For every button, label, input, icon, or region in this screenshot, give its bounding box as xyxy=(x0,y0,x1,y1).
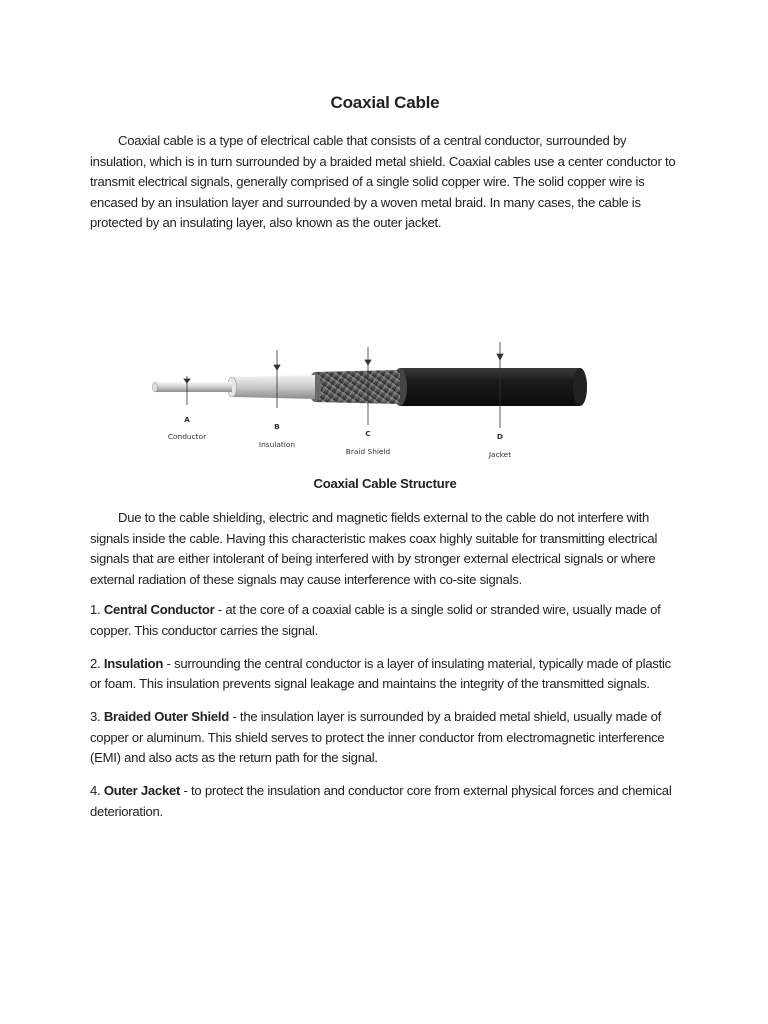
list-item xyxy=(90,600,680,641)
list-term: Outer Jacket xyxy=(103,783,181,798)
label-conductor: Conductor xyxy=(167,432,207,441)
list-term: Insulation xyxy=(103,655,164,671)
braid-layer xyxy=(315,370,400,404)
conductor-layer xyxy=(155,382,232,392)
intro-paragraph: Coaxial cable is a type of electrical cable that consists of a central conductor, surrounded by insulation, which is in turn surrounded by a braided metal shield. Coaxial cables use a center conductor to transmit electrical signals, generally comprised of a single solid copper wire. The solid copper wire is encased by an insulation layer and surrounded by a woven metal braid. In many cases, the cable is protected by an insulating layer, also known as the outer jacket. xyxy=(90,133,676,230)
list-text: - at the core of a coaxial cable is a single solid or stranded wire, usually made of copper. This conductor carries the signal. xyxy=(90,602,661,638)
list-text: - the insulation layer is surrounded by a braided metal shield, usually made of copper or aluminum. This shield serves to protect the inner conductor from electromagnetic interference (EMI) and also acts as the return path for the signal. xyxy=(90,709,665,765)
list-term: Central Conductor xyxy=(103,602,215,617)
coaxial-cable-diagram xyxy=(150,330,620,470)
label-insulation: Insulation xyxy=(258,440,296,449)
list-number: 4. xyxy=(90,783,101,798)
list-term: Braided Outer Shield xyxy=(103,709,230,724)
list-item xyxy=(90,781,680,822)
label-letter-d: D xyxy=(496,432,504,441)
list-number: 2. xyxy=(90,655,101,671)
list-item xyxy=(90,654,680,695)
label-braid-shield: Braid Shield xyxy=(345,447,391,456)
label-jacket: Jacket xyxy=(488,450,512,459)
list-number: 1. xyxy=(90,602,101,617)
component-list xyxy=(90,600,680,835)
list-text: - surrounding the central conductor is a layer of insulating material, typically made of plastic or foam. This insulation prevents signal leakage and maintains the integrity of the transmitted signals. xyxy=(90,655,671,691)
list-item xyxy=(90,707,680,769)
list-text: - to protect the insulation and conductor core from external physical forces and chemical deterioration. xyxy=(90,783,672,819)
shielding-paragraph: Due to the cable shielding, electric and magnetic fields external to the cable do not interfere with signals inside the cable. Having this characteristic makes coax highly suitable for transmitting electrical signals that are either intolerant of being interfered with by stronger external electrical signals or where external radiation of these signals may cause interference with co-site signals. xyxy=(90,510,658,587)
label-letter-b: B xyxy=(274,422,280,431)
insulation-layer xyxy=(232,375,315,399)
jacket-layer xyxy=(400,368,587,406)
label-letter-a: A xyxy=(184,415,190,424)
figure-caption: Coaxial Cable Structure xyxy=(313,476,457,491)
list-number: 3. xyxy=(90,709,101,724)
page-title: Coaxial Cable xyxy=(330,93,440,112)
label-letter-c: C xyxy=(365,429,371,438)
